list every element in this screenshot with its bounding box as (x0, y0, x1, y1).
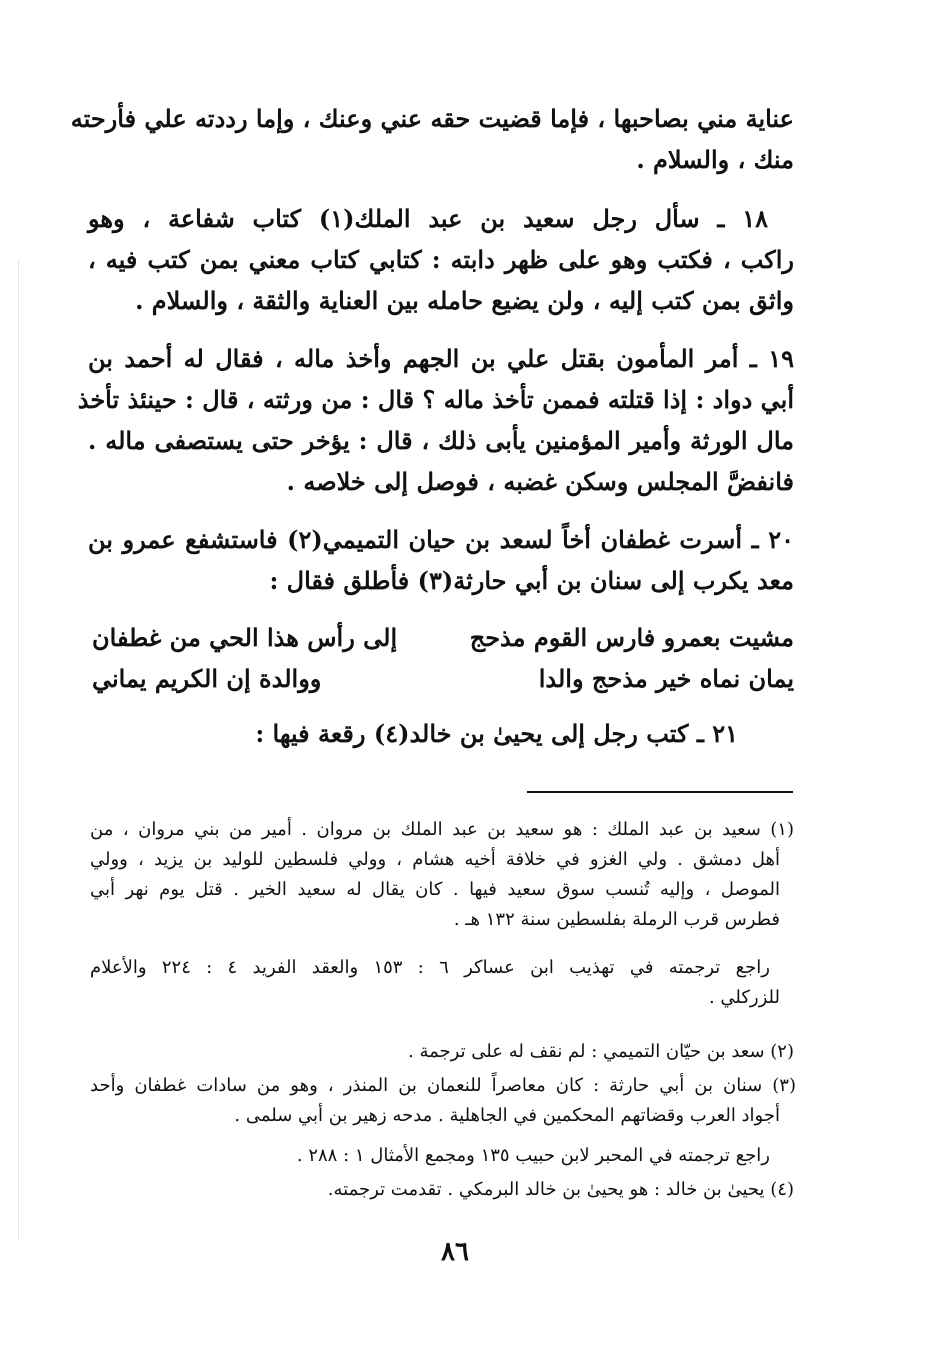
text-line: منك ، والسلام . (636, 145, 794, 174)
page-edge-line (18, 260, 19, 1240)
poem-verse (92, 617, 794, 658)
page-number: ٨٦ (441, 1237, 469, 1267)
poem-hemistich-second: ووالدة إن الكريم يماني (92, 664, 322, 693)
paragraph-21: ٢١ ـ كتب رجل إلى يحيىٰ بن خالد(٤) رقعة فيها : (255, 719, 738, 748)
text-line: راكب ، فكتب وهو على ظهر دابته : كتابي كتاب معني بمن كتب فيه ، (88, 245, 794, 274)
footnote-line: للزركلي . (708, 987, 780, 1008)
text-line: فانفضَّ المجلس وسكن غضبه ، فوصل إلى خلاصه . (286, 467, 794, 496)
text-line: عناية مني بصاحبها ، فإما قضيت حقه عني وعنك ، وإما رددته علي فأرحته (70, 104, 794, 133)
footnote-line: الموصل ، وإليه تُنسب سوق سعيد فيها . كان يقال له سعيد الخير . قتل يوم نهر أبي (90, 879, 780, 900)
text-line: أبي دواد : إذا قتلته فممن تأخذ ماله ؟ قال : من ورثته ، قال : حينئذ تأخذ (77, 385, 794, 414)
footnote-separator (527, 791, 793, 793)
text-line: معد يكرب إلى سنان بن أبي حارثة(٣) فأطلق فقال : (269, 566, 794, 595)
poem-hemistich-first: مشيت بعمرو فارس القوم مذحج (469, 623, 794, 652)
footnote-3-reference: راجع ترجمته في المحبر لابن حبيب ١٣٥ ومجمع الأمثال ١ : ٢٨٨ . (296, 1145, 770, 1166)
footnote-line: أهل دمشق . ولي الغزو في خلافة أخيه هشام ، وولي فلسطين للوليد بن يزيد ، وولي (90, 849, 780, 870)
poem-hemistich-first: يمان نماه خير مذحج والدا (538, 664, 794, 693)
text-line: واثق بمن كتب إليه ، ولن يضيع حامله بين العناية والثقة ، والسلام . (135, 286, 794, 315)
footnote-4: (٤) يحيىٰ بن خالد : هو يحيىٰ بن خالد البرمكي . تقدمت ترجمته. (327, 1179, 794, 1200)
poem-hemistich-second: إلى رأس هذا الحي من غطفان (92, 623, 398, 652)
footnote-3: (٣) سنان بن أبي حارثة : كان معاصراً للنعمان بن المنذر ، وهو من سادات غطفان وأحد (90, 1075, 796, 1096)
poem-verse (92, 658, 794, 699)
paragraph-18-first-line: ١٨ ـ سأل رجل سعيد بن عبد الملك(١) كتاب شفاعة ، وهو (88, 204, 768, 233)
footnote-1: (١) سعيد بن عبد الملك : هو سعيد بن عبد الملك بن مروان . أمير من بني مروان ، من (90, 819, 794, 840)
footnote-2: (٢) سعد بن حيّان التميمي : لم نقف له على ترجمة . (408, 1041, 794, 1062)
footnote-line: فطرس قرب الرملة بفلسطين سنة ١٣٢ هـ . (453, 909, 780, 930)
footnote-1-reference: راجع ترجمته في تهذيب ابن عساكر ٦ : ١٥٣ والعقد الفريد ٤ : ٢٢٤ والأعلام (90, 957, 770, 978)
paragraph-19-first-line: ١٩ ـ أمر المأمون بقتل علي بن الجهم وأخذ ماله ، فقال له أحمد بن (88, 344, 794, 373)
text-line: مال الورثة وأمير المؤمنين يأبى ذلك ، قال : يؤخر حتى يستصفى ماله . (88, 426, 794, 455)
paragraph-20-first-line: ٢٠ ـ أسرت غطفان أخاً لسعد بن حيان التميمي(٢) فاستشفع عمرو بن (88, 525, 794, 554)
footnote-line: أجواد العرب وقضاتهم المحكمين في الجاهلية . مدحه زهير بن أبي سلمى . (234, 1105, 780, 1126)
